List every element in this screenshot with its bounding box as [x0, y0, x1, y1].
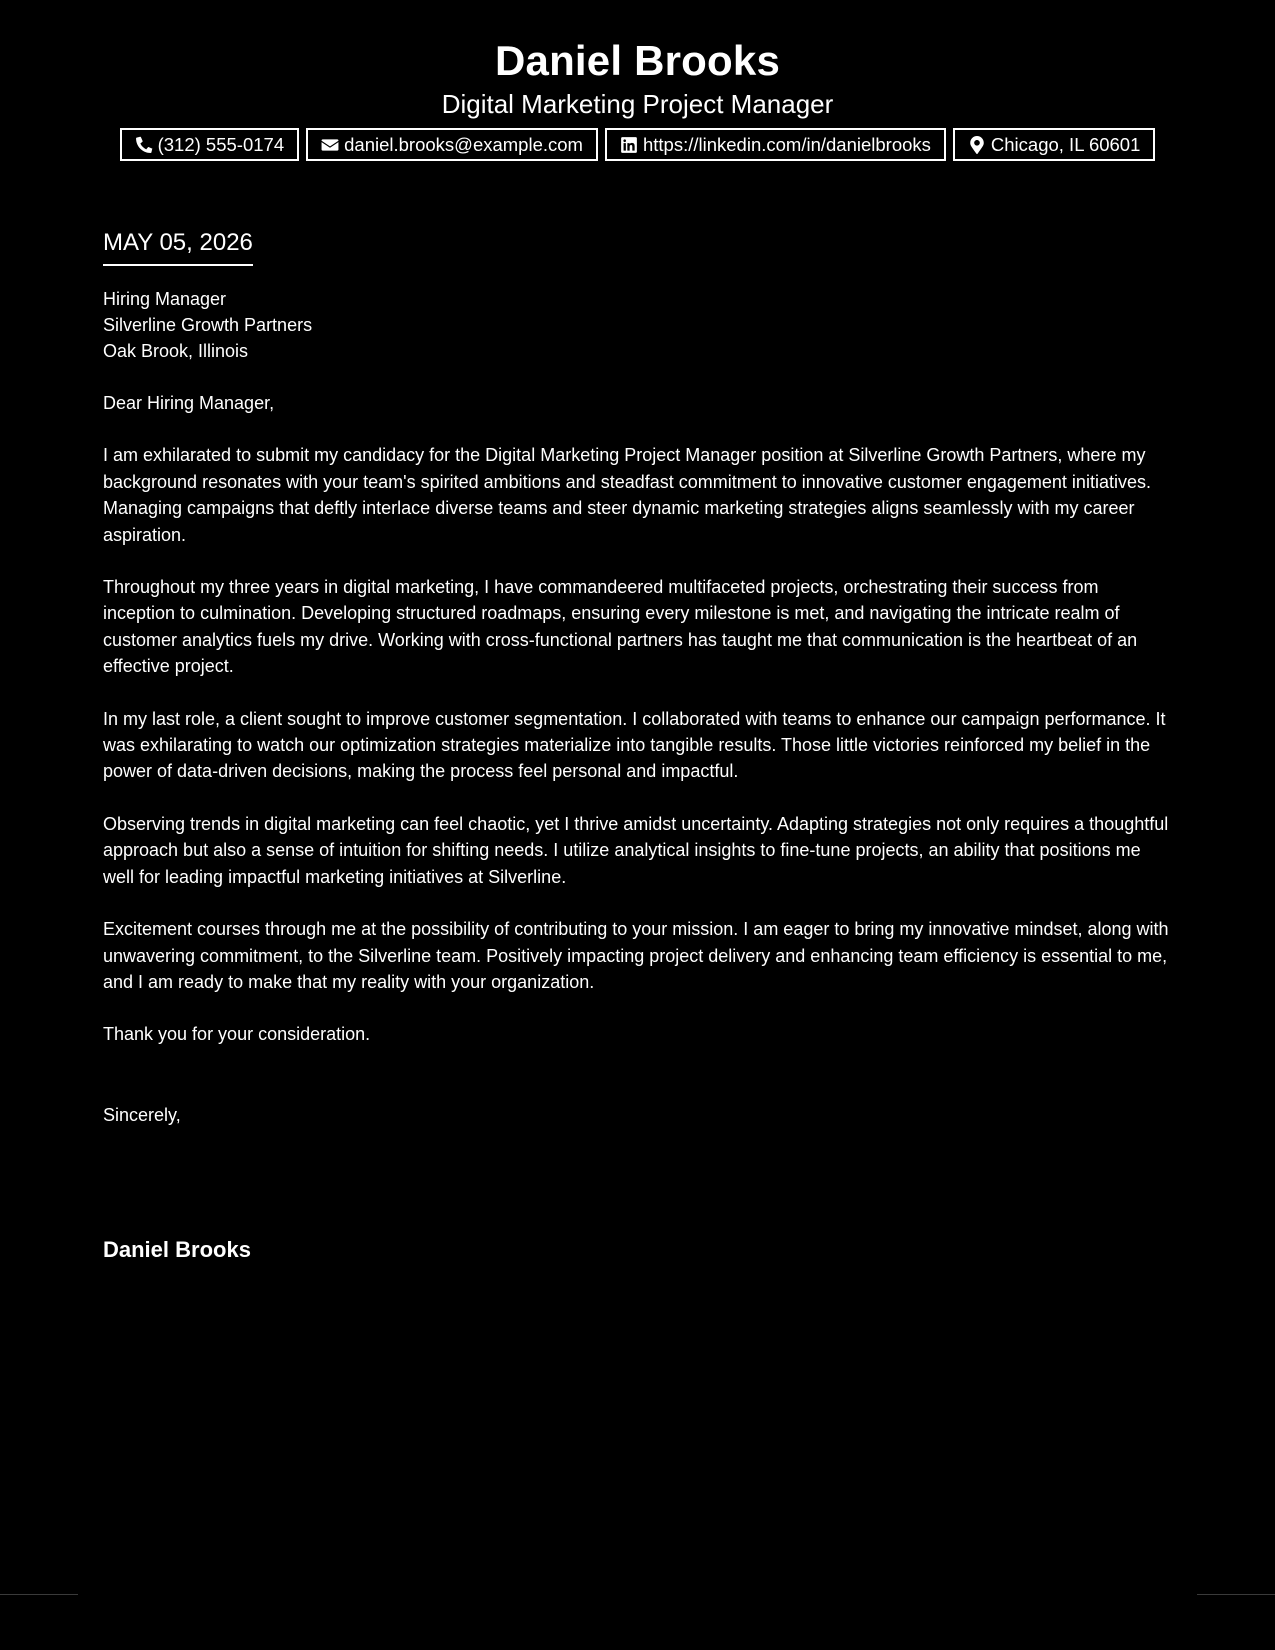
letter-body: [103, 228, 1175, 1264]
contact-email-text: daniel.brooks@example.com: [344, 134, 583, 155]
contact-phone-text: (312) 555-0174: [157, 134, 285, 155]
letter-date: MAY 05, 2026: [103, 228, 253, 266]
letter-header: [0, 34, 1275, 161]
closing-thanks: Thank you for your consideration.: [103, 1024, 371, 1045]
signoff: Sincerely,: [103, 1104, 181, 1125]
contact-linkedin-text: https://linkedin.com/in/danielbrooks: [642, 134, 931, 155]
recipient-line: Oak Brook, Illinois: [103, 341, 249, 361]
body-paragraph: I am exhilarated to submit my candidacy for the Digital Marketing Project Manager position at Silverline Growth Partners, where my background resonates with your team's spirited ambitions and steadfast commitment to innovative customer engagement initiatives. Managing campaigns that deftly interlace diverse teams and steer dynamic marketing strategies aligns seamlessly with my career aspiration.: [103, 445, 1151, 545]
applicant-name: Daniel Brooks: [494, 37, 780, 84]
applicant-title: Digital Marketing Project Manager: [441, 89, 834, 119]
map-pin-icon: [968, 136, 986, 154]
contact-linkedin[interactable]: [605, 128, 946, 161]
contact-location[interactable]: [953, 128, 1155, 161]
salutation: Dear Hiring Manager,: [103, 393, 275, 413]
contact-phone[interactable]: [120, 128, 300, 161]
recipient-line: Silverline Growth Partners: [103, 315, 313, 335]
footer-divider-left: [0, 1594, 78, 1595]
body-paragraph: Excitement courses through me at the possibility of contributing to your mission. I am eager to bring my innovative mindset, along with unwavering commitment, to the Silverline team. Positively impacting project delivery and enhancing team efficiency is essential to me, and I am ready to make that my reality with your organization.: [103, 919, 1169, 992]
footer-divider-right: [1197, 1594, 1275, 1595]
body-paragraph: Observing trends in digital marketing can feel chaotic, yet I thrive amidst uncertainty. Adapting strategies not only requires a thoughtful approach but also a sense of intuition for shifting needs. I utilize analytical insights to fine-tune projects, an ability that positions me well for leading impactful marketing initiatives at Silverline.: [103, 813, 1169, 887]
body-paragraph: Throughout my three years in digital marketing, I have commandeered multifaceted projects, orchestrating their success from inception to culmination. Developing structured roadmaps, ensuring every milestone is met, and navigating the intricate realm of customer analytics fuels my drive. Working with cross-functional partners has taught me that communication is the heartbeat of an effective project.: [103, 577, 1138, 677]
phone-icon: [135, 136, 153, 154]
recipient-block: [103, 286, 1175, 364]
contact-email[interactable]: [306, 128, 598, 161]
envelope-icon: [321, 136, 339, 154]
body-paragraph: In my last role, a client sought to improve customer segmentation. I collaborated with teams to enhance our campaign performance. It was exhilarating to watch our optimization strategies materialize into tangible results. Those little victories reinforced my belief in the power of data-driven decisions, making the process feel personal and impactful.: [103, 708, 1166, 782]
signature-name: Daniel Brooks: [103, 1237, 251, 1263]
recipient-line: Hiring Manager: [103, 289, 227, 309]
contact-location-text: Chicago, IL 60601: [990, 134, 1141, 155]
linkedin-icon: [620, 136, 638, 154]
contact-bar: [0, 128, 1275, 161]
